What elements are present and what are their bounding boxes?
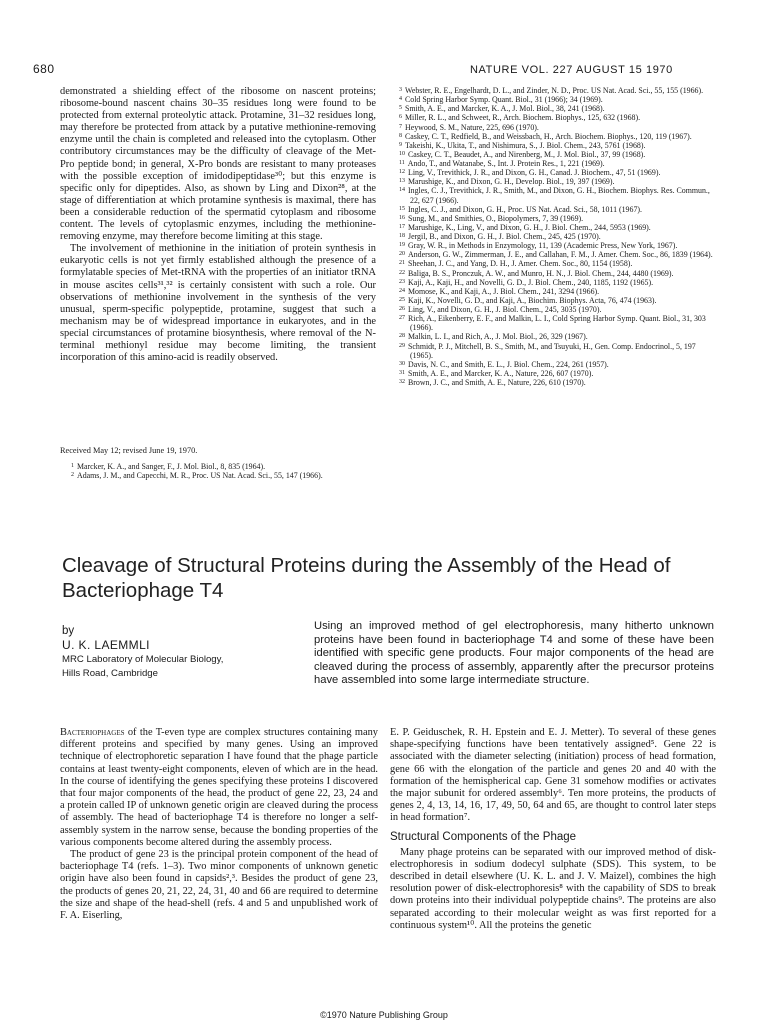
reference-item (60, 462, 376, 471)
received-date: Received May 12; revised June 19, 1970. (60, 446, 198, 455)
reference-number: 1 (71, 463, 74, 469)
lead-word: Bacteriophages (60, 727, 125, 738)
paragraph: Many phage proteins can be separated with our improved method of disk-electrophoresis in sodium dodecyl sulphate (SDS). This system, to be described in detail elsewhere (U. K. L. and J. V. Maizel), combines the high resolution power of disk-electrophoresis⁸ with the capability of SDS to break down proteins into their individual polypeptide chains⁹. The proteins are also separated according to their molecular weight as was first reported for a continuous system¹⁰. All the proteins the genetic (390, 846, 716, 931)
reference-number: 2 (71, 472, 74, 479)
article-title: Cleavage of Structural Proteins during the Assembly of the Head of Bacteriophage T4 (62, 554, 671, 602)
reference-item (388, 205, 718, 214)
reference-text: Ando, T., and Watanabe, S., Int. J. Protein Res., 1, 221 (1969). (407, 159, 605, 168)
reference-number: 27 (399, 315, 405, 322)
section-heading: Structural Components of the Phage (390, 830, 577, 843)
reference-text: Schmidt, P. J., Mitchell, B. S., Smith, M., and Tsuyuki, H., Gen. Comp. Endocrinol., 5, 197 (1965). (408, 341, 696, 360)
reference-number: 15 (399, 205, 405, 212)
reference-item (388, 141, 718, 150)
reference-text: Sheehan, J. C., and Yang, D. H., J. Amer. Chem. Soc., 80, 1154 (1958). (408, 259, 633, 269)
reference-text: Takeishi, K., Ukita, T., and Nishimura, S., J. Biol. Chem., 243, 5761 (1968). (405, 140, 646, 150)
reference-number: 12 (399, 169, 405, 176)
reference-number: 14 (399, 187, 405, 194)
reference-item (388, 250, 718, 259)
reference-number: 10 (399, 150, 405, 157)
reference-number: 22 (399, 269, 405, 276)
reference-item (60, 471, 376, 480)
reference-number: 18 (399, 233, 405, 239)
reference-item (388, 342, 718, 360)
reference-item (388, 168, 718, 177)
reference-item (388, 159, 718, 168)
reference-text: Rich, A., Eikenberry, E. F., and Malkin, L. I., Cold Spring Harbor Symp. Quant. Biol., 31, 303 (1966). (408, 314, 706, 333)
reference-number: 4 (399, 96, 402, 103)
reference-number: 5 (399, 105, 402, 112)
reference-text: Brown, J. C., and Smith, A. E., Nature, 226, 610 (1970). (408, 378, 586, 387)
reference-text: Kaji, A., Kaji, H., and Novelli, G. D., J. Biol. Chem., 240, 1185, 1192 (1965). (408, 277, 654, 287)
reference-item (388, 186, 718, 204)
reference-list-right (388, 86, 718, 387)
paragraph: E. P. Geiduschek, R. H. Epstein and E. J. Metter). To several of these genes shape-specifying functions have been tentatively assigned⁵. Gene 22 is associated with the diameter selecting (initiation) process of head formation, gene 66 with the elongation of the particle and genes 20 and 40 with the formation of the hemispherical cap. Gene 31 somehow modifies or activates the major subunit for ordered assembly⁶. Ten more proteins, the products of genes 2, 4, 13, 14, 16, 17, 49, 50, 64 and 65, are thought to control later steps in head formation⁷. (390, 727, 716, 824)
byline (62, 624, 223, 680)
reference-number: 17 (399, 223, 405, 230)
reference-text: Baliga, B. S., Pronczuk, A. W., and Munro, H. N., J. Biol. Chem., 244, 4480 (1969). (408, 268, 674, 278)
reference-text: Smith, A. E., and Marcker, K. A., J. Mol. Biol., 38, 241 (1968). (405, 104, 605, 114)
reference-item (388, 177, 718, 186)
reference-number: 9 (399, 141, 402, 148)
abstract: Using an improved method of gel electrophoresis, many hitherto unknown proteins have been found in bacteriophage T4 and some of these have been identified with specific gene products. Four major components of the head are cleaved during the process of assembly, apparently after the precursor proteins have assembled into some large intermediate structure. (314, 620, 714, 687)
reference-item (388, 314, 718, 332)
reference-item (388, 305, 718, 314)
reference-text: Momose, K., and Kaji, A., J. Biol. Chem., 241, 3294 (1966). (408, 286, 600, 296)
running-head: NATURE VOL. 227 AUGUST 15 1970 (470, 64, 673, 76)
reference-item (388, 150, 718, 159)
reference-text: Marushige, K., and Dixon, G. H., Develop. Biol., 19, 397 (1969). (408, 177, 615, 187)
reference-number: 8 (399, 132, 402, 139)
reference-item (388, 296, 718, 305)
reference-item (388, 369, 718, 378)
reference-number: 23 (399, 278, 405, 285)
reference-text: Ingles, C. J., Trevithick, J. R., Smith, M., and Dixon, G. H., Biochem. Biophys. Res. Commun., 22, 627 (1966). (408, 186, 710, 205)
reference-number: 7 (399, 123, 402, 130)
reference-item (388, 86, 718, 95)
reference-number: 29 (399, 342, 405, 349)
reference-text: Smith, A. E., and Marcker, K. A., Nature, 226, 607 (1970). (408, 368, 594, 378)
affiliation-line: Hills Road, Cambridge (62, 668, 158, 679)
reference-number: 31 (399, 369, 405, 376)
reference-number: 32 (399, 379, 405, 385)
reference-item (388, 123, 718, 132)
reference-text: Webster, R. E., Engelhardt, D. L., and Zinder, N. D., Proc. US Nat. Acad. Sci., 55, 155 (1966). (405, 86, 704, 95)
reference-item (388, 287, 718, 296)
body-column-right (390, 727, 716, 932)
reference-number: 26 (399, 306, 405, 312)
reference-number: 19 (399, 242, 405, 249)
reference-item (388, 278, 718, 287)
reference-number: 3 (399, 87, 402, 93)
reference-number: 24 (399, 287, 405, 294)
paragraph: demonstrated a shielding effect of the ribosome on nascent proteins; ribosome-bound nascent chains 30–35 residues long were found to be protected from external proteolytic attack. Protamine, 31–32 residues long, may therefore be protected from attack by a putative methionine-removing enzyme until the chain is completed and released into the cytoplasm. Other contributory circumstances may be the difficulty of cleavage of the Met-Pro peptide bond; in general, X-Pro bonds are resistant to many proteases with the possible exception of imidodipeptidase³⁰; but this enzyme is specific only for dipeptides. Also, as shown by Ling and Dixon²⁸, at the stage of differentiation at which protamine synthesis is maximal, there has been a considerable reduction of the spermatid cytoplasm and ribosome content. The levels of cytoplasmic enzymes, including the methionine-removing enzyme, may therefore become limiting at this stage. (60, 86, 376, 243)
reference-text: Anderson, G. W., Zimmerman, J. E., and Callahan, F. M., J. Amer. Chem. Soc., 86, 1839 (1964). (408, 250, 713, 260)
reference-text: Caskey, C. T., Beaudet, A., and Nirenberg, M., J. Mol. Biol., 37, 99 (1968). (408, 149, 646, 159)
reference-item (388, 259, 718, 268)
reference-item (388, 269, 718, 278)
reference-item (388, 223, 718, 232)
reference-text: Marcker, K. A., and Sanger, F., J. Mol. Biol., 8, 835 (1964). (77, 462, 266, 471)
reference-number: 25 (399, 296, 405, 303)
reference-number: 21 (399, 260, 405, 267)
reference-number: 20 (399, 251, 405, 258)
reference-text: Cold Spring Harbor Symp. Quant. Biol., 31 (1966); 34 (1969). (405, 95, 603, 105)
reference-item (388, 104, 718, 113)
page-number: 680 (33, 62, 55, 76)
reference-text: Marushige, K., Ling, V., and Dixon, G. H., J. Biol. Chem., 244, 5953 (1969). (408, 222, 651, 232)
body-column-left (60, 727, 378, 922)
paragraph: The involvement of methionine in the initiation of protein synthesis in eukaryotic cells is not yet firmly established although the presence of a formylatable species of Met-tRNA with the properties of an initiator tRNA in mouse ascites cells³¹,³² is certainly consistent with such a role. Our observations of methionine involvement in the synthesis of the very unusual, sperm-specific polypeptide, protamine, suggest that such a mechanism may be of widespread importance in eukaryotes, and in the special circumstances of protamine biosynthesis, where removal of the N-terminal methionyl residue may become limiting, the transient incorporation of this amino-acid is readily observed. (60, 243, 376, 364)
reference-item (388, 232, 718, 241)
reference-number: 28 (399, 333, 405, 340)
affiliation-line: MRC Laboratory of Molecular Biology, (62, 654, 224, 665)
paragraph-text: of the T-even type are complex structures containing many different proteins and specified by many genes. Using an improved technique of electrophoretic separation I have found that the phage particle contains at least twenty-eight components, eleven of which are in the head. In the course of identifying the genes specifying these proteins I discovered that four major components of the head, the product of gene 22, 23, 24 and a protein called IP of unknown genetic origin are cleaved during the process of assembly. The head of bacteriophage T4 is therefore no longer a self-assembly system in the narrow sense, because the bonding properties of the various components become altered during the assembly process. (60, 727, 378, 848)
reference-item (388, 241, 718, 250)
reference-text: Jergil, B., and Dixon, G. H., J. Biol. Chem., 245, 425 (1970). (408, 232, 601, 241)
reference-text: Ingles, C. J., and Dixon, G. H., Proc. US Nat. Acad. Sci., 58, 1011 (1967). (408, 204, 642, 214)
reference-text: Malkin, L. I., and Rich, A., J. Mol. Biol., 26, 329 (1967). (408, 332, 588, 342)
paragraph: The product of gene 23 is the principal protein component of the head of bacteriophage T4 (refs. 1–3). Two minor components of unknown genetic origin have also been found in capsids²,³. Besides the product of gene 23, the products of genes 20, 21, 22, 24, 31, 40 and 66 are required to determine the size and shape of the head-shell (refs. 4 and 5 and unpublished work of F. A. Eiserling, (60, 849, 378, 922)
reference-item (388, 332, 718, 341)
reference-text: Ling, V., and Dixon, G. H., J. Biol. Chem., 245, 3035 (1970). (408, 305, 602, 314)
reference-number: 6 (399, 114, 402, 121)
by-label: by (62, 625, 75, 637)
reference-text: Miller, R. L., and Schweet, R., Arch. Biochem. Biophys., 125, 632 (1968). (405, 113, 641, 123)
reference-item (388, 214, 718, 223)
reference-text: Davis, N. C., and Smith, E. L., J. Biol. Chem., 224, 261 (1957). (408, 359, 609, 369)
reference-item (388, 132, 718, 141)
reference-number: 16 (399, 214, 405, 221)
reference-item (388, 113, 718, 122)
reference-item (388, 95, 718, 104)
reference-list-left (60, 462, 376, 480)
reference-text: Sung, M., and Smithies, O., Biopolymers, 7, 39 (1969). (408, 213, 584, 223)
reference-text: Kaji, K., Novelli, G. D., and Kaji, A., Biochim. Biophys. Acta, 76, 474 (1963). (408, 295, 657, 305)
reference-text: Caskey, C. T., Redfield, B., and Weissbach, H., Arch. Biochem. Biophys., 120, 119 (1967). (405, 131, 692, 141)
reference-number: 11 (399, 160, 405, 166)
reference-number: 30 (399, 360, 405, 367)
reference-text: Heywood, S. M., Nature, 225, 696 (1970). (405, 122, 539, 132)
reference-text: Ling, V., Trevithick, J. R., and Dixon, G. H., Canad. J. Biochem., 47, 51 (1969). (408, 168, 661, 178)
reference-item (388, 378, 718, 387)
author-name: U. K. LAEMMLI (62, 638, 150, 652)
reference-text: Gray, W. R., in Methods in Enzymology, 11, 139 (Academic Press, New York, 1967). (408, 241, 678, 251)
paragraph (60, 727, 378, 849)
reference-number: 13 (399, 178, 405, 185)
reference-item (388, 360, 718, 369)
copyright-footer: ©1970 Nature Publishing Group (320, 1010, 448, 1020)
previous-article-text (60, 86, 376, 364)
reference-text: Adams, J. M., and Capecchi, M. R., Proc. US Nat. Acad. Sci., 55, 147 (1966). (77, 471, 323, 481)
